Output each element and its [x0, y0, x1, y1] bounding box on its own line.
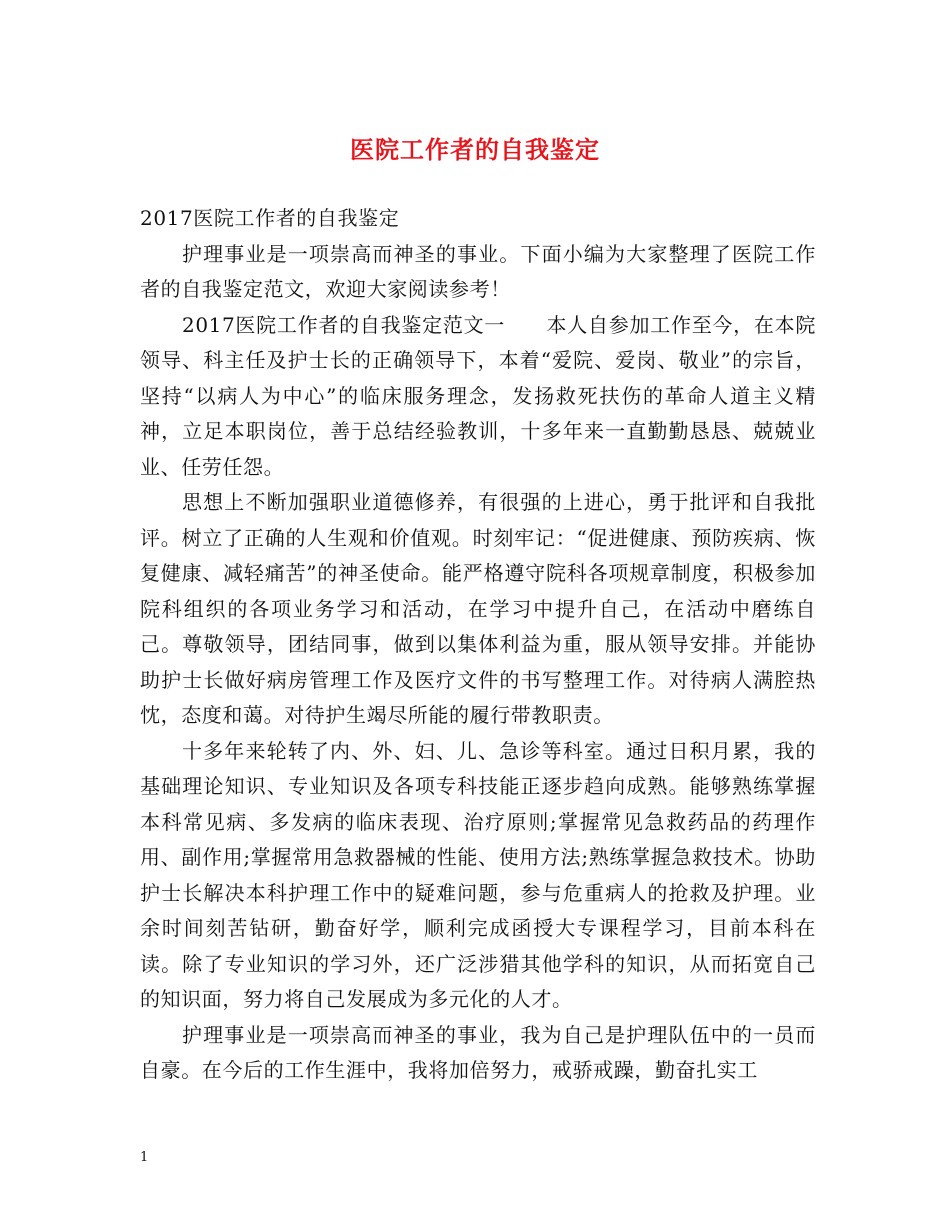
paragraph-intro: 护理事业是一项崇高而神圣的事业。下面小编为大家整理了医院工作者的自我鉴定范文，欢迎大家阅读参考！ — [140, 241, 816, 301]
paragraph-experience: 十多年来轮转了内、外、妇、儿、急诊等科室。通过日积月累，我的基础理论知识、专业知识及各项专科技能正逐步趋向成熟。能够熟练掌握本科常见病、多发病的临床表现、治疗原则;掌握常见急救药品的药理作用、副作用;掌握常用急救器械的性能、使用方法;熟练掌握急救技术。协助护士长解决本科护理工作中的疑难问题，参与危重病人的抢救及护理。业余时间刻苦钻研，勤奋好学，顺利完成函授大专课程学习，目前本科在读。除了专业知识的学习外，还广泛涉猎其他学科的知识，从而拓宽自己的知识面，努力将自己发展成为多元化的人才。 — [140, 738, 816, 1011]
document-title: 医院工作者的自我鉴定 — [350, 135, 600, 164]
document-subtitle: 2017医院工作者的自我鉴定 — [140, 206, 400, 230]
page-number: 1 — [140, 1150, 149, 1165]
document-body — [140, 201, 816, 1089]
paragraph-ideology: 思想上不断加强职业道德修养，有很强的上进心，勇于批评和自我批评。树立了正确的人生观和价值观。时刻牢记：“促进健康、预防疾病、恢复健康、减轻痛苦”的神圣使命。能严格遵守院科各项规章制度，积极参加院科组织的各项业务学习和活动，在学习中提升自己，在活动中磨练自己。尊敬领导，团结同事，做到以集体利益为重，服从领导安排。并能协助护士长做好病房管理工作及医疗文件的书写整理工作。对待病人满腔热忱，态度和蔼。对待护生竭尽所能的履行带教职责。 — [140, 490, 816, 727]
paragraph-sample-one: 2017医院工作者的自我鉴定范文一 本人自参加工作至今，在本院领导、科主任及护士长的正确领导下，本着“爱院、爱岗、敬业”的宗旨，坚持“以病人为中心”的临床服务理念，发扬救死扶伤的革命人道主义精神，立足本职岗位，善于总结经验教训，十多年来一直勤勤恳恳、兢兢业业、任劳任怨。 — [140, 312, 816, 479]
paragraph-closing: 护理事业是一项崇高而神圣的事业，我为自己是护理队伍中的一员而自豪。在今后的工作生涯中，我将加倍努力，戒骄戒躁，勤奋扎实工 — [140, 1022, 816, 1082]
